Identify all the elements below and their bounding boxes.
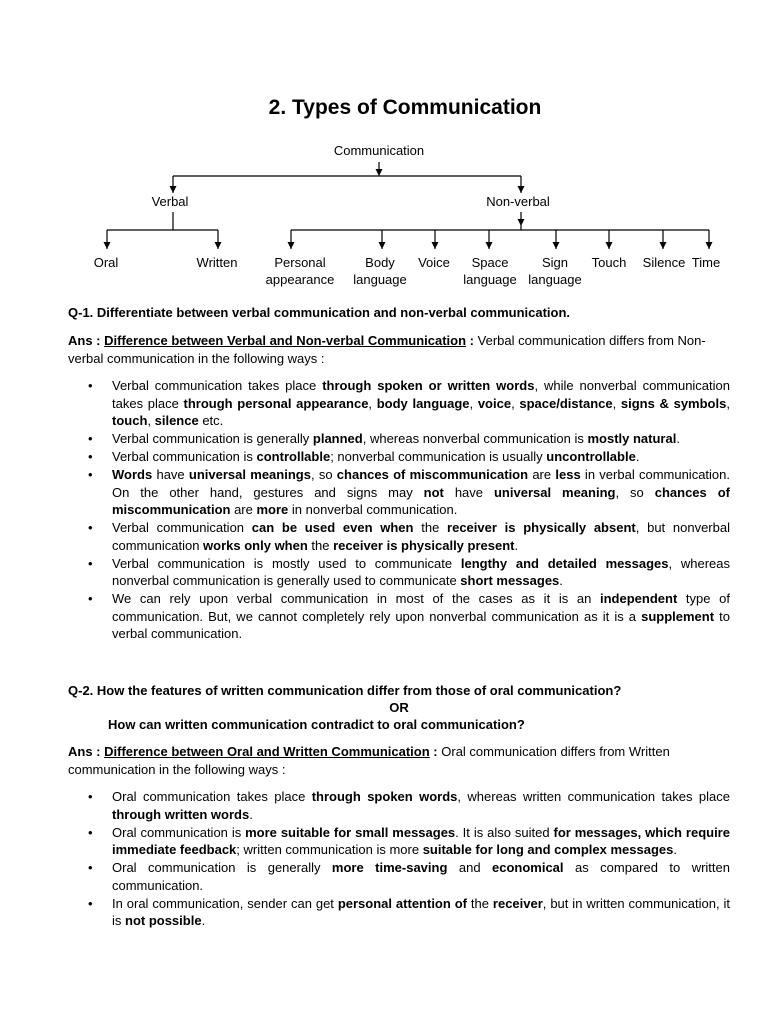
text: ,	[469, 395, 478, 411]
answer-2-list	[68, 788, 730, 930]
arrow-head-icon	[553, 242, 560, 249]
text: .	[673, 842, 677, 857]
arrow-head-icon	[706, 242, 713, 249]
tree-leaf-label: appearance	[265, 272, 335, 287]
answer-1-intro-text: Verbal communication differs from Non-verbal communication in the following ways :	[68, 333, 706, 366]
text: the	[413, 520, 448, 535]
text: in nonverbal communication.	[288, 502, 458, 517]
answer-2-heading: Difference between Oral and Written Communication	[104, 744, 430, 759]
bold-text: through personal appearance	[183, 395, 369, 411]
bullet-icon: •	[88, 467, 93, 482]
text: .	[201, 913, 206, 928]
list-item	[68, 555, 730, 590]
page-title: 2. Types of Communication	[268, 96, 542, 119]
bold-text: planned	[312, 431, 363, 446]
tree-root-label: Communication	[333, 143, 425, 158]
text: . It is also suited	[455, 824, 554, 840]
bold-text: lengthy and detailed messages	[460, 555, 669, 571]
bold-text: body language	[376, 395, 470, 411]
list-item	[68, 519, 730, 554]
bold-text: chances of miscommunication	[112, 484, 730, 517]
text: ; written communication is more	[236, 842, 423, 857]
text: .	[559, 573, 563, 588]
bold-text: not	[423, 484, 444, 500]
arrow-head-icon	[518, 219, 525, 226]
arrow-head-icon	[660, 242, 667, 249]
text: , so	[615, 484, 655, 500]
bold-text: touch	[112, 413, 148, 428]
bold-text: silence	[154, 413, 199, 428]
bold-text: for messages, which require immediate feedback	[112, 824, 730, 857]
bold-text: more time-saving	[331, 860, 448, 875]
tree-node-verbal: Verbal	[151, 194, 189, 209]
text: type of communication. But, we cannot completely rely upon nonverbal communication as it is a	[112, 591, 731, 624]
text: .	[514, 537, 519, 553]
text: .	[249, 806, 253, 822]
tree-leaf-label: Sign	[541, 255, 569, 270]
bold-text: Words	[112, 467, 153, 482]
communication-tree-diagram	[0, 0, 768, 300]
bold-text: not possible	[125, 913, 202, 928]
arrow-head-icon	[518, 186, 525, 193]
bold-text: mostly natural	[587, 431, 677, 446]
bold-text: more suitable for small messages	[245, 824, 456, 840]
bullet-icon: •	[88, 520, 93, 535]
tree-leaf-label: language	[353, 272, 407, 287]
text: , but nonverbal communication	[112, 520, 730, 553]
text: Verbal communication is generally	[112, 431, 313, 446]
bold-text: less	[555, 467, 581, 482]
bullet-icon: •	[88, 449, 93, 464]
text: ,	[612, 395, 621, 411]
tree-leaf-label: Personal	[274, 255, 326, 270]
text: Oral communication takes place	[112, 789, 312, 804]
arrow-head-icon	[104, 242, 111, 249]
bold-text: more	[256, 502, 289, 517]
text: ,	[726, 395, 730, 411]
text: ,	[511, 395, 520, 411]
bold-text: suitable for long and complex messages	[422, 842, 674, 857]
answer-1-intro	[68, 332, 730, 367]
bold-text: uncontrollable	[546, 449, 636, 464]
arrow-head-icon	[376, 169, 383, 176]
answer-1-label: Ans :	[68, 333, 101, 348]
bullet-icon: •	[88, 431, 93, 446]
list-item	[68, 824, 730, 859]
text: , whereas nonverbal communication is	[362, 431, 588, 446]
text: , whereas nonverbal communication is generally used to communicate	[112, 555, 730, 588]
text: the	[307, 537, 334, 553]
tree-leaf-label: Touch	[591, 255, 627, 270]
text: Verbal communication takes place	[112, 378, 323, 393]
bold-text: signs & symbols	[620, 395, 727, 411]
text: , so	[310, 467, 337, 482]
text: in verbal communication. On the other hand, gestures and signs may	[112, 467, 731, 500]
text: Verbal communication is mostly used to communicate	[112, 555, 461, 571]
tree-leaf-label: Silence	[642, 255, 686, 270]
bold-text: receiver is physically absent	[447, 520, 636, 535]
list-item	[68, 859, 730, 894]
text: Verbal communication is	[112, 449, 257, 464]
question-2: Q-2. How the features of written communication differ from those of oral communication?	[68, 683, 622, 698]
text: ,	[368, 395, 377, 411]
question-2-alt: How can written communication contradict to oral communication?	[108, 717, 525, 732]
bullet-icon: •	[88, 895, 93, 911]
text: Oral communication is generally	[112, 860, 332, 875]
bullet-icon: •	[88, 860, 93, 875]
text: etc.	[198, 413, 224, 428]
text: Verbal communication	[112, 520, 252, 535]
bold-text: controllable	[256, 449, 331, 464]
text: are	[230, 502, 257, 517]
bold-text: receiver	[492, 895, 543, 911]
tree-leaf-label: Oral	[93, 255, 119, 270]
tree-node-nonverbal: Non-verbal	[486, 194, 550, 209]
answer-1-colon: :	[469, 333, 475, 348]
bold-text: receiver is physically present	[333, 537, 515, 553]
bold-text: through spoken or written words	[322, 378, 535, 393]
bold-text: economical	[492, 860, 564, 875]
tree-leaf-label: Space	[471, 255, 509, 270]
answer-2-intro	[68, 743, 730, 778]
bold-text: universal meanings	[188, 467, 311, 482]
list-item	[68, 377, 730, 430]
text: have	[443, 484, 494, 500]
text: , whereas written communication takes place	[457, 789, 730, 804]
bullet-icon: •	[88, 555, 93, 571]
bullet-icon: •	[88, 378, 93, 393]
text: Oral communication is	[112, 824, 246, 840]
text: , while nonverbal communication takes place	[112, 378, 731, 411]
arrow-head-icon	[606, 242, 613, 249]
bold-text: through spoken words	[311, 789, 458, 804]
list-item	[68, 466, 730, 519]
bold-text: personal attention of	[337, 895, 467, 911]
tree-leaf-label: language	[528, 272, 582, 287]
text: We can rely upon verbal communication in most of the cases as it is an	[112, 591, 600, 606]
answer-2-label: Ans :	[68, 744, 101, 759]
text: , but in written communication, it is	[112, 895, 730, 928]
tree-leaf-label: language	[463, 272, 517, 287]
answer-1-list	[68, 377, 730, 643]
bullet-icon: •	[88, 591, 93, 606]
text: to verbal communication.	[112, 608, 730, 641]
list-item	[68, 895, 730, 930]
bold-text: supplement	[641, 608, 715, 624]
text: are	[528, 467, 556, 482]
text: have	[152, 467, 189, 482]
text: In oral communication, sender can get	[112, 895, 338, 911]
arrow-head-icon	[170, 186, 177, 193]
question-2-or: OR	[389, 700, 409, 715]
answer-2-intro-text: Oral communication differs from Written communication in the following ways :	[68, 744, 670, 777]
bullet-icon: •	[88, 824, 93, 840]
tree-leaf-label: Written	[196, 255, 238, 270]
arrow-head-icon	[432, 242, 439, 249]
bold-text: voice	[477, 395, 512, 411]
text: ; nonverbal communication is usually	[330, 449, 547, 464]
list-item	[68, 430, 730, 448]
bullet-icon: •	[88, 789, 93, 804]
arrow-head-icon	[379, 242, 386, 249]
text: ,	[147, 413, 155, 428]
text: .	[676, 431, 680, 446]
tree-leaf-label: Voice	[418, 255, 450, 270]
arrow-head-icon	[486, 242, 493, 249]
bold-text: universal meaning	[493, 484, 616, 500]
bold-text: can be used even when	[251, 520, 414, 535]
bold-text: space/distance	[519, 395, 613, 411]
list-item	[68, 590, 730, 643]
text: as compared to written communication.	[112, 860, 730, 893]
bold-text: through written words	[112, 806, 250, 822]
text: and	[447, 860, 492, 875]
bold-text: short messages	[460, 573, 560, 588]
arrow-head-icon	[215, 242, 222, 249]
text: .	[635, 449, 640, 464]
question-1: Q-1. Differentiate between verbal communication and non-verbal communication.	[68, 305, 571, 320]
bold-text: chances of miscommunication	[336, 467, 529, 482]
tree-leaf-label: Body	[365, 255, 395, 270]
bold-text: works only when	[203, 537, 308, 553]
answer-1-heading: Difference between Verbal and Non-verbal Communication	[104, 333, 467, 348]
arrow-head-icon	[288, 242, 295, 249]
answer-2-colon: :	[433, 744, 438, 759]
bold-text: independent	[600, 591, 678, 606]
tree-leaf-label: Time	[691, 255, 721, 270]
list-item	[68, 788, 730, 823]
list-item	[68, 448, 730, 466]
text: the	[467, 895, 493, 911]
